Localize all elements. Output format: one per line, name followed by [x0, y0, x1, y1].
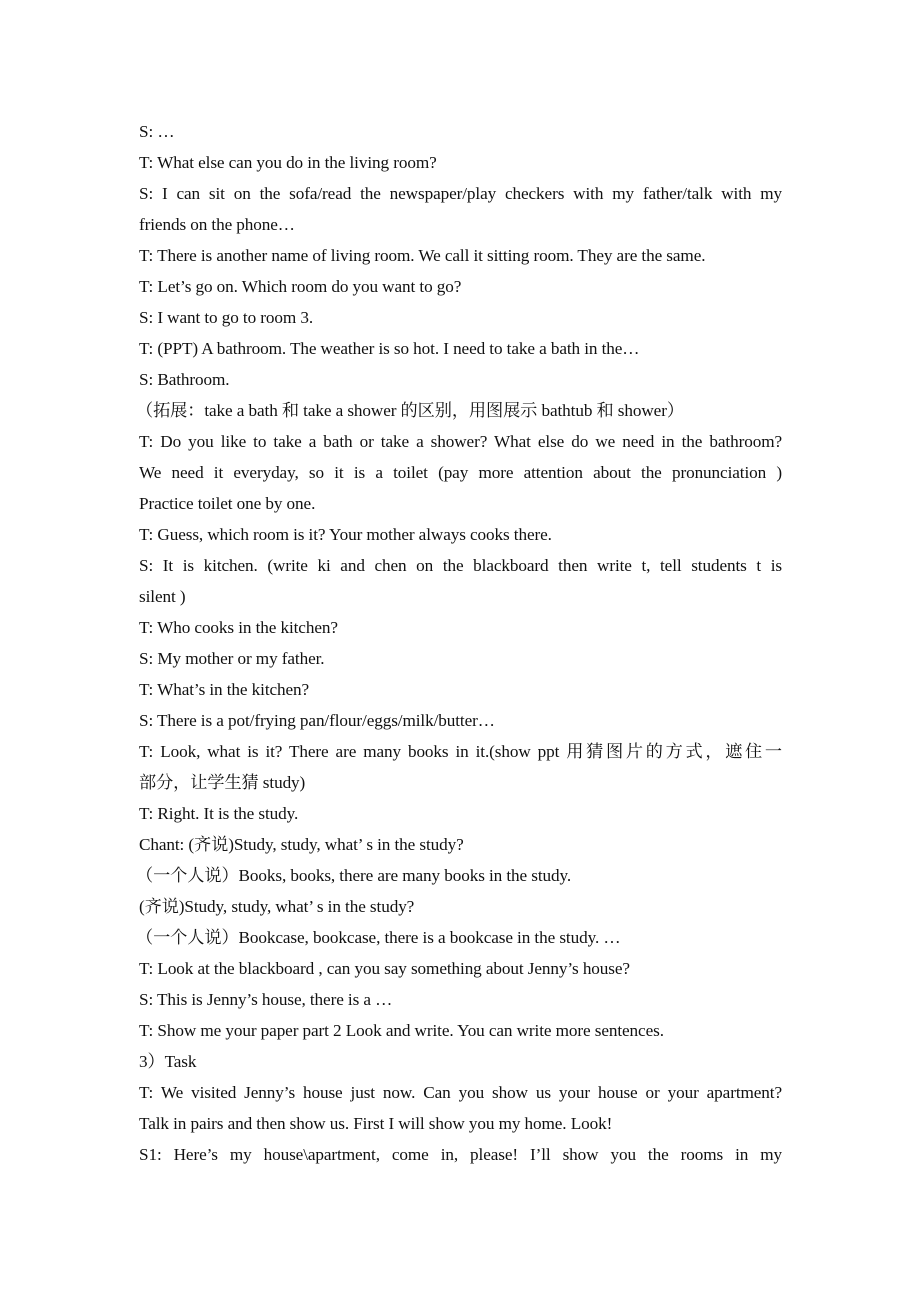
text-line: T: Look at the blackboard , can you say something about Jenny’s house?	[139, 959, 630, 978]
text-line: T: Show me your paper part 2 Look and write. You can write more sentences.	[139, 1021, 664, 1040]
text-line: S: There is a pot/frying pan/flour/eggs/milk/butter…	[139, 711, 495, 730]
chant-line: Chant: (齐说)Study, study, what’ s in the study?	[139, 835, 464, 854]
text-line: T: Look, what is it? There are many books in it.(show ppt 用猜图片的方式，遮住一	[139, 742, 782, 761]
text-line: S: I want to go to room 3.	[139, 308, 314, 327]
text-line: S: …	[139, 122, 175, 141]
text-line: S: Bathroom.	[139, 370, 230, 389]
text-line: S1: Here’s my house\apartment, come in, please! I’ll show you the rooms in my	[139, 1145, 782, 1164]
text-line-note: （拓展：take a bath 和 take a shower 的区别，用图展示 bathtub 和 shower）	[136, 401, 684, 420]
text-line: T: Who cooks in the kitchen?	[139, 618, 338, 637]
text-line: We need it everyday, so it is a toilet (pay more attention about the pronunciation )	[139, 463, 782, 482]
chant-line: （一个人说）Books, books, there are many books in the study.	[136, 866, 572, 885]
text-line: T: What else can you do in the living room?	[139, 153, 437, 172]
document-page	[136, 116, 782, 1170]
text-line: T: What’s in the kitchen?	[139, 680, 310, 699]
text-line: T: (PPT) A bathroom. The weather is so hot. I need to take a bath in the…	[139, 339, 640, 358]
text-line: friends on the phone…	[139, 215, 295, 234]
text-line: S: This is Jenny’s house, there is a …	[139, 990, 393, 1009]
text-line: silent )	[139, 587, 186, 606]
section-heading: 3）Task	[139, 1052, 197, 1071]
chant-line: (齐说)Study, study, what’ s in the study?	[139, 897, 415, 916]
text-line: S: It is kitchen. (write ki and chen on the blackboard then write t, tell students t is	[139, 556, 782, 575]
text-line: S: My mother or my father.	[139, 649, 325, 668]
chant-line: （一个人说）Bookcase, bookcase, there is a bookcase in the study. …	[136, 928, 621, 947]
text-line: T: Let’s go on. Which room do you want to go?	[139, 277, 462, 296]
text-line: S: I can sit on the sofa/read the newspaper/play checkers with my father/talk with my	[139, 184, 782, 203]
text-line: T: Guess, which room is it? Your mother always cooks there.	[139, 525, 552, 544]
text-line: T: Right. It is the study.	[139, 804, 299, 823]
text-line: Practice toilet one by one.	[139, 494, 316, 513]
text-line: T: Do you like to take a bath or take a shower? What else do we need in the bathroom?	[139, 432, 782, 451]
text-line: 部分，让学生猜 study)	[139, 773, 306, 792]
text-line: Talk in pairs and then show us. First I will show you my home. Look!	[139, 1114, 613, 1133]
text-line: T: We visited Jenny’s house just now. Can you show us your house or your apartment?	[139, 1083, 782, 1102]
text-line: T: There is another name of living room. We call it sitting room. They are the same.	[139, 246, 706, 265]
